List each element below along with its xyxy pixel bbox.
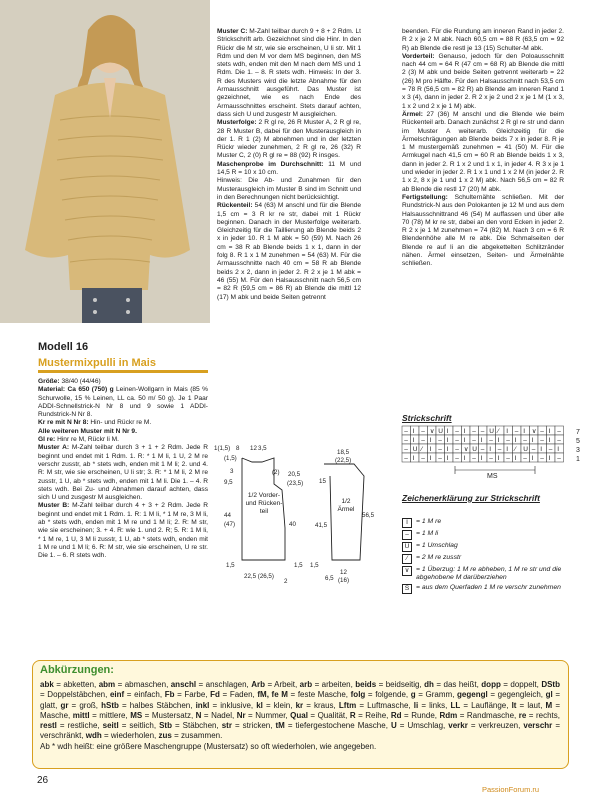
chart-symbol: I bbox=[548, 455, 551, 462]
chart-symbol: – bbox=[548, 446, 553, 453]
abbr-term: DStb bbox=[541, 680, 560, 689]
paragraph-heading: Material: Ca 650 (750) g bbox=[38, 386, 114, 394]
abbr-term: gr bbox=[60, 700, 69, 710]
model-photo bbox=[0, 0, 210, 323]
chart-symbol: I bbox=[531, 455, 534, 462]
chart-symbol: – bbox=[480, 428, 485, 435]
abbr-term: dh bbox=[424, 680, 434, 689]
abbr-term: Fd bbox=[210, 690, 220, 700]
m-top3: 3,5 bbox=[258, 445, 267, 452]
abbr-term: arb bbox=[299, 680, 313, 689]
paragraph-text: M-Zahl teilbar durch 4 + 3 + 2 Rdm. Jede R beginnt und endet mit 1 Rdm. 1. R: 1 M li, * 1 M re, 3 M li, ab * stets wdh, enden mit 1 M re und 1 M li; 2. R: M str, wie sie erscheinen; 3. + 4. R: wie 1. und 2. R; 5. R: 1 M li, * 1 M re, 1 U, 3 M li zusstr, 1 U, ab * stets wdh, enden mit 1 M re und 1 M li; 6. R: M str, wie sie erscheinen, U re str. Die 1. – 6. R stets wdh. bbox=[38, 502, 209, 560]
paragraph-text: 11 M und 14,5 R = 10 x 10 cm. bbox=[217, 160, 361, 177]
title-rule bbox=[38, 370, 208, 373]
zeichen-title: Zeichenerklärung zur Strickschrift bbox=[402, 493, 540, 503]
chart-symbol: I bbox=[429, 446, 432, 453]
abbr-meaning: = Doppelstäbchen, bbox=[40, 690, 110, 700]
chart-symbol: I bbox=[540, 446, 543, 453]
abbr-meaning: = gegengleich, bbox=[487, 690, 546, 700]
chart-symbol: – bbox=[404, 455, 408, 462]
chart-symbol: – bbox=[472, 455, 476, 462]
left-column-paragraph bbox=[38, 502, 208, 560]
model-number: Modell 16 bbox=[38, 341, 89, 353]
abbr-meaning: = anschlagen, bbox=[196, 680, 252, 689]
right-instructions bbox=[402, 28, 564, 269]
abbr-meaning: = Mustersatz, bbox=[142, 710, 196, 720]
chart-symbol: I bbox=[412, 428, 415, 435]
paragraph-heading: Vorderteil: bbox=[402, 52, 435, 60]
abbr-term: Fb bbox=[164, 690, 175, 700]
chart-symbol: – bbox=[489, 455, 493, 462]
paragraph-text: 38/40 (44/46) bbox=[59, 378, 101, 385]
abbr-meaning: = Faden, bbox=[219, 690, 258, 700]
paragraph-text: Leinen-Wollgarn in Mais (85 % Schurwolle, 15 % Leinen, LL ca. 50 m/ 50 g). Je 1 Paar ADDI-Schnellstrick-N Nr 8 und 9 sowie 1 ADDI-Rundstrick-N Nr 8. bbox=[38, 386, 208, 419]
paragraph-heading: Muster A: bbox=[38, 444, 70, 452]
abbr-term: Lftm bbox=[338, 700, 357, 710]
abbr-meaning: = arbeiten, bbox=[312, 680, 356, 689]
abbreviations-text bbox=[40, 680, 560, 752]
chart-symbol: – bbox=[404, 437, 408, 444]
abbr-term: Rd bbox=[390, 710, 402, 720]
chart-symbol: – bbox=[472, 428, 476, 435]
abbr-term: lt bbox=[511, 700, 517, 710]
schnitt-diagram bbox=[212, 440, 392, 600]
right-column-paragraph bbox=[402, 53, 564, 111]
paragraph-text: Hinweis: Die Ab- und Zunahmen für den Musterausgleich im Muster B sind im Schnitt und in den Berechnungen nicht berücksichtigt. bbox=[217, 177, 361, 201]
chart-symbol: ∨ bbox=[429, 428, 435, 435]
paragraph-text: beenden. Für die Rundung am inneren Rand in jeder 2. R 2 x je 2 M abk. Nach 60,5 cm = 88 R (63,5 cm = 92 R) ab Blende die restl je 13 (15) Schulter-M abk. bbox=[402, 28, 564, 52]
paragraph-text: 54 (63) M anschl und für die Blende 1,5 cm = 3 R kr re str, dabei mit 1 Rückr beginnen. Danach in der Musterfolge weiterarb. Gleichzeitig für die Taillierung ab Blende beids 2 x in jeder 10. R 1 M abk = 50 (59) M. Nach 26 cm = 38 R ab Blende beids 1 x 1, dann in der folg 8. R 1 x 1 M zunehmen = 54 (63) M. Für die Armausschnitte nach 40 cm = 58 R ab Blende beids 2 x 2, dann in jeder 2. R 2 x je 1 M abk = 46 (55) M. Für den Halsausschnitt nach 56,5 cm = 82 R (59,5 cm = 86 R) ab Blende die mittl 12 (17) M abk und beide Seiten getrennt bbox=[217, 202, 361, 301]
abbr-meaning: = glatt, bbox=[40, 690, 561, 710]
abbr-term: zus bbox=[158, 731, 172, 741]
legend-item bbox=[402, 542, 577, 552]
chart-symbol: I bbox=[514, 437, 517, 444]
abbr-term: fM, fe M bbox=[257, 690, 288, 700]
chart-symbol: – bbox=[404, 428, 408, 435]
right-column-paragraph bbox=[402, 28, 564, 53]
paragraph-text: Hinr re M, Rückr li M. bbox=[55, 436, 119, 444]
row-7: 7 bbox=[576, 429, 580, 436]
legend-text: = 1 M re bbox=[416, 518, 442, 525]
mid-column-paragraph bbox=[217, 177, 361, 202]
chart-symbol: I bbox=[480, 455, 483, 462]
chart-symbol: U bbox=[438, 428, 443, 435]
chart-symbol: – bbox=[455, 437, 459, 444]
abbr-term: verkr bbox=[448, 721, 468, 731]
strickschrift-chart bbox=[400, 424, 590, 484]
chart-symbol: – bbox=[480, 446, 485, 453]
abbr-meaning: = Nummer, bbox=[245, 710, 291, 720]
m-44: 44 bbox=[224, 512, 231, 519]
left-column-paragraph bbox=[38, 436, 208, 444]
chart-symbol: – bbox=[455, 455, 459, 462]
chart-symbol: U bbox=[489, 428, 494, 435]
m-205: 20,5 bbox=[288, 471, 301, 478]
abbr-term: verschr bbox=[523, 721, 553, 731]
abbr-meaning: = verschränkt, bbox=[40, 721, 560, 741]
chart-symbol: – bbox=[506, 437, 510, 444]
body-label: 1/2 Vorder- und Rücken- teil bbox=[245, 492, 283, 515]
legend-text: = 1 Überzug: 1 M re abheben, 1 M re str und die abgehobene M darüberziehen bbox=[416, 566, 562, 581]
abbr-meaning: = stricken, bbox=[231, 721, 276, 731]
chart-symbol: I bbox=[497, 455, 500, 462]
paragraph-heading: Musterfolge: bbox=[217, 119, 257, 127]
chart-symbol: I bbox=[497, 437, 500, 444]
legend-text: = 1 Umschlag bbox=[416, 542, 458, 549]
legend-text: = aus dem Querfaden 1 M re verschr zunehmen bbox=[416, 584, 561, 591]
abbreviations-footnote: Ab * wdh heißt: eine größere Maschengruppe (Mustersatz) so oft wiederholen, wie angegeben. bbox=[40, 741, 377, 751]
chart-symbol: – bbox=[557, 437, 561, 444]
chart-symbol: I bbox=[446, 428, 449, 435]
abbr-term: U bbox=[390, 721, 397, 731]
chart-symbol: – bbox=[438, 455, 442, 462]
chart-symbol: I bbox=[446, 437, 449, 444]
chart-symbol: I bbox=[514, 455, 517, 462]
chart-symbol: – bbox=[523, 455, 527, 462]
left-column-paragraph bbox=[38, 419, 208, 427]
chart-symbol: – bbox=[421, 455, 425, 462]
m-sleeve-bottom: 12 bbox=[340, 569, 347, 576]
chart-symbol: – bbox=[531, 446, 536, 453]
legend-symbol-icon: S bbox=[402, 584, 412, 594]
abbr-meaning: = Masche, bbox=[40, 700, 560, 720]
mid-column-paragraph bbox=[217, 119, 361, 160]
abbr-meaning: = Stäbchen, bbox=[171, 721, 222, 731]
abbr-term: folg bbox=[350, 690, 366, 700]
chart-symbol: – bbox=[438, 437, 442, 444]
m-3: 3 bbox=[230, 468, 234, 475]
strickschrift-title: Strickschrift bbox=[402, 413, 452, 423]
chart-symbol: I bbox=[506, 446, 509, 453]
legend-text: = 2 M re zusstr bbox=[416, 554, 462, 561]
chart-symbol: ∨ bbox=[531, 428, 537, 435]
abbr-meaning: = abmaschen, bbox=[115, 680, 171, 689]
chart-symbol: I bbox=[548, 437, 551, 444]
site-watermark: PassionForum.ru bbox=[482, 785, 540, 794]
abbr-meaning: = laut, bbox=[516, 700, 546, 710]
chart-symbol: – bbox=[421, 428, 425, 435]
abbr-term: anschl bbox=[170, 680, 197, 689]
chart-symbol: I bbox=[463, 428, 466, 435]
chart-symbol: I bbox=[446, 455, 449, 462]
abbr-meaning: = Qualität, bbox=[307, 710, 350, 720]
abbr-term: Nr bbox=[236, 710, 246, 720]
abbr-meaning: = doppelt, bbox=[500, 680, 542, 689]
legend-symbol-icon: ∕ bbox=[402, 554, 412, 564]
right-column-paragraph bbox=[402, 194, 564, 269]
m-sleeve-top2: (22,5) bbox=[335, 457, 352, 464]
abbr-meaning: = das heißt, bbox=[433, 680, 482, 689]
chart-symbol: I bbox=[506, 428, 509, 435]
left-column-paragraph bbox=[38, 444, 208, 502]
paragraph-text: Hin- und Rückr re M. bbox=[88, 419, 152, 427]
paragraph-heading: Muster B: bbox=[38, 502, 70, 510]
mid-column-paragraph bbox=[217, 202, 361, 302]
legend-symbol-icon: ∨ bbox=[402, 566, 412, 576]
chart-symbol: ∕ bbox=[421, 446, 423, 453]
chart-symbol: I bbox=[429, 437, 432, 444]
m-235: (23,5) bbox=[287, 480, 304, 487]
m-bottom: 22,5 (26,5) bbox=[244, 573, 274, 580]
chart-symbol: U bbox=[523, 446, 528, 453]
chart-symbol: – bbox=[489, 437, 493, 444]
legend-symbol-icon: – bbox=[402, 530, 412, 540]
abbr-term: LL bbox=[450, 700, 461, 710]
model-name: Mustermixpulli in Mais bbox=[38, 357, 156, 369]
left-instructions bbox=[38, 378, 208, 561]
chart-symbol: I bbox=[429, 455, 432, 462]
m-95: 9,5 bbox=[224, 479, 233, 486]
m-415: 41,5 bbox=[315, 522, 328, 529]
abbr-meaning: = folgende, bbox=[365, 690, 411, 700]
abbr-term: seitl bbox=[102, 721, 119, 731]
row-5: 5 bbox=[576, 438, 580, 445]
chart-symbol: – bbox=[404, 446, 408, 453]
abbr-meaning: = einfach, bbox=[124, 690, 165, 700]
abbr-term: tM bbox=[275, 721, 285, 731]
left-column-paragraph bbox=[38, 378, 208, 386]
abbr-meaning: = Randmasche, bbox=[457, 710, 519, 720]
paragraph-heading: Rückenteil: bbox=[217, 202, 253, 210]
abbr-term: hStb bbox=[101, 700, 119, 710]
row-1: 1 bbox=[576, 456, 580, 463]
abbr-meaning: = abketten, bbox=[53, 680, 99, 689]
chart-symbol: – bbox=[421, 437, 425, 444]
abbr-meaning: = groß, bbox=[68, 700, 102, 710]
chart-symbol: I bbox=[412, 455, 415, 462]
m-bottom2: 2 bbox=[284, 578, 288, 585]
chart-symbol: – bbox=[455, 446, 459, 453]
chart-symbol: ∕ bbox=[497, 428, 499, 435]
abbr-term: beids bbox=[355, 680, 377, 689]
abbr-term: M bbox=[545, 700, 553, 710]
mid-column-paragraph bbox=[217, 28, 361, 119]
chart-symbol: ∕ bbox=[514, 446, 516, 453]
abbr-term: MS bbox=[130, 710, 143, 720]
abbr-meaning: = seitlich, bbox=[118, 721, 160, 731]
chart-symbol: ∨ bbox=[463, 446, 469, 453]
abbr-meaning: = Umschlag, bbox=[396, 721, 449, 731]
chart-symbol: I bbox=[548, 428, 551, 435]
abbr-meaning: = mittlere, bbox=[89, 710, 131, 720]
chart-symbol: – bbox=[540, 437, 544, 444]
abbr-term: R bbox=[349, 710, 356, 720]
abbr-meaning: = Luftmasche, bbox=[356, 700, 414, 710]
abbr-meaning: = kraus, bbox=[303, 700, 339, 710]
chart-symbol: I bbox=[463, 437, 466, 444]
legend-text: = 1 M li bbox=[416, 530, 439, 537]
abbr-term: einf bbox=[109, 690, 125, 700]
zeichen-legend bbox=[402, 518, 577, 596]
abbr-term: restl bbox=[40, 721, 57, 731]
abbr-meaning: = klein, bbox=[262, 700, 296, 710]
abbr-term: mittl bbox=[72, 710, 90, 720]
abbr-term: li bbox=[413, 700, 419, 710]
abbr-term: str bbox=[221, 721, 232, 731]
abbr-term: Stb bbox=[159, 721, 172, 731]
chart-symbol: – bbox=[497, 446, 502, 453]
chart-symbol: I bbox=[531, 437, 534, 444]
chart-symbol: – bbox=[438, 446, 442, 453]
chart-symbol: – bbox=[455, 428, 459, 435]
m-sleeve-bottom2: (16) bbox=[338, 577, 350, 584]
sleeve-label: 1/2 Ärmel bbox=[337, 498, 355, 513]
abbr-meaning: = Runde, bbox=[401, 710, 440, 720]
paragraph-text: 2 R gl re, 26 R Muster A, 2 R gl re, 28 R Muster B, dabei für den Musterausgleich in der 1. R 1 (2) M abnehmen und in der letzten Rückr wieder zunehmen, 2 R gl re, 26 (32) R Muster C, 2 (0) R gl re = 88 (92) R insges. bbox=[217, 119, 361, 160]
abbr-meaning: = links, bbox=[418, 700, 451, 710]
abbr-term: g bbox=[410, 690, 416, 700]
left-column-paragraph bbox=[38, 386, 208, 419]
sweater-photo-illustration bbox=[0, 0, 210, 323]
chart-symbol: I bbox=[480, 437, 483, 444]
legend-item bbox=[402, 530, 577, 540]
paragraph-heading: Fertigstellung: bbox=[402, 193, 448, 201]
chart-symbol: I bbox=[557, 446, 560, 453]
abbr-meaning: = Gramm, bbox=[415, 690, 458, 700]
abbr-term: Rdm bbox=[439, 710, 458, 720]
paragraph-text: 27 (36) M anschl und die Blende wie beim Rückenteil arb. Danach zunächst 2 R gl re str und dann im Muster A weiterarb. Gleichzeitig für die Ärmelschrägungen ab Blende beids 7 x in jeder 8. R je 1 M mustergemäß zunehmen = 41 (50) M. Für die Armkugel nach 41,5 cm = 60 R ab Blende beids 1 x 3, dann in jeder 2. R 1 x 2 und 1 x 1, in jeder 4. R 3 x je 1 und wieder in jeder 2. R 1 x 1 und 1 x 2 M (in jeder 2. R 1 x 2, 8 x je 1 und 1 x 2 M) abk. Nach 56,5 cm = 82 R ab Blende die restl 17 (20) M abk. bbox=[402, 110, 565, 193]
paragraph-heading: Größe: bbox=[38, 378, 60, 385]
m-b15c: 1,5 bbox=[310, 562, 319, 569]
paragraph-heading: Ärmel: bbox=[402, 110, 423, 118]
chart-symbol: I bbox=[523, 428, 526, 435]
legend-item bbox=[402, 566, 577, 582]
abbr-meaning: = Nadel, bbox=[201, 710, 237, 720]
abbr-meaning: = beidseitig, bbox=[376, 680, 425, 689]
abbr-meaning: = verkreuzen, bbox=[467, 721, 524, 731]
m-top2: 12 bbox=[250, 445, 257, 452]
chart-symbol: I bbox=[463, 455, 466, 462]
mid-column-paragraph bbox=[217, 161, 361, 178]
row-3: 3 bbox=[576, 447, 580, 454]
m-top0: 1(1,5) bbox=[214, 445, 231, 452]
paragraph-heading: Maschenprobe im Durchschnitt: bbox=[217, 160, 324, 168]
abbr-term: re bbox=[518, 710, 527, 720]
paragraph-text: Schulternähte schließen. Mit der Rundstrick-N aus den Polokanten je 12 M und aus dem Halsausschnittrand 46 (54) M auffassen und über alle 70 (78) M kr re str, dabei an den vord Ecken in jeder 2. R 2 x je 1 M zunehmen = 74 (82) M. Nach 3 cm = 6 R Blendenhöhe alle M re abk. Die Schmalseiten der Blende re auf li an die abgekettelten Schlitzränder nähen. Ärmel einsetzen, Seiten- und Ärmelnähte schließen. bbox=[402, 193, 564, 268]
m-b15a: 1,5 bbox=[226, 562, 235, 569]
m-47: (47) bbox=[224, 521, 236, 528]
abbr-meaning: = Reihe, bbox=[355, 710, 391, 720]
abbr-term: gl bbox=[545, 690, 553, 700]
paragraph-heading: Kr re mit N Nr 8: bbox=[38, 419, 89, 427]
abbr-term: gegengl bbox=[457, 690, 488, 700]
abbr-meaning: = Arbeit, bbox=[265, 680, 300, 689]
abbr-term: dopp bbox=[481, 680, 501, 689]
chart-symbol: – bbox=[540, 428, 544, 435]
chart-symbol: – bbox=[514, 428, 519, 435]
m-b15b: 1,5 bbox=[294, 562, 303, 569]
chart-symbol: I bbox=[446, 446, 449, 453]
ms-label: MS bbox=[487, 473, 498, 480]
page-number: 26 bbox=[37, 775, 49, 786]
paragraph-text: Genauso, jedoch für den Poloausschnitt nach 44 cm = 64 R (47 cm = 68 R) ab Blende die mittl 2 (3) M abk und beide Seiten getrennt weiterarb = 22 (26) M pro Hälfte. Für den Halsausschnitt nach 53,5 cm = 78 R (56,5 cm = 82 R) ab Blende am inneren Rand 1 x 3 (4), dann in jeder 2. R 2 x je 2 und 2 x je 1 M (1 x 3, 1 x 2 und 2 x je 1 M) abk. bbox=[402, 52, 564, 110]
paragraph-text: M-Zahl teilbar durch 3 + 1 + 2 Rdm. Jede R beginnt und endet mit 1 Rdm. 1. R: * 1 M li, 1 U, 2 M re verschr zusstr, ab * stets wdh, enden mit 1 M li; 2. und 4. R: M str, wie sie erscheinen, U li str; 3. R: * 1 M li, 2 M re zusstr, 1 U, ab * stets wdh, enden mit 1 M li. Die 1. – 4. R stets wdh. Bei Zu- und Abnahmen darauf achten, dass sich U und zusgestr M ausgleichen. bbox=[38, 444, 208, 502]
m-15: 15 bbox=[319, 478, 326, 485]
abbr-term: abm bbox=[98, 680, 116, 689]
paragraph-heading: Alle weiteren Muster mit N Nr 9. bbox=[38, 427, 137, 435]
abbr-term: inkl bbox=[195, 700, 210, 710]
abbr-term: kr bbox=[295, 700, 304, 710]
abbr-meaning: = restliche, bbox=[56, 721, 103, 731]
paragraph-text: M-Zahl teilbar durch 9 + 8 + 2 Rdm. Lt Strickschrift arb. Gezeichnet sind die Hinr. In den Rückr die M str, wie sie erscheinen, U li str. Mit 1 Rdm und den M vor dem MS beginnen, den MS stets wdh, enden mit den M nach dem MS und 1 Rdm. Die 1. – 8. R stets wdh. Hinweis: In der 3. R des Musters wird die letzte Abnahme für den Armausschnitt ausgeführt. Das Muster ist gezeichnet, wie es nach Ende des Armausschnittes erscheint. Stets darauf achten, dass sich U und zusgestr M ausgleichen. bbox=[217, 28, 361, 118]
abbr-term: kl bbox=[256, 700, 263, 710]
legend-symbol-icon: U bbox=[402, 542, 412, 552]
middle-instructions bbox=[217, 28, 361, 302]
legend-item bbox=[402, 554, 577, 564]
m-top1: 8 bbox=[236, 445, 240, 452]
chart-symbol: – bbox=[506, 455, 510, 462]
chart-symbol: U bbox=[412, 446, 418, 453]
m-565: 56,5 bbox=[362, 512, 375, 519]
paragraph-heading: Muster C: bbox=[217, 28, 248, 35]
abbr-meaning: = wiederholen, bbox=[101, 731, 159, 741]
chart-symbol: – bbox=[540, 455, 544, 462]
legend-item bbox=[402, 518, 577, 528]
legend-symbol-icon: I bbox=[402, 518, 412, 528]
abbr-meaning: = tiefergestochene Masche, bbox=[284, 721, 391, 731]
abbr-meaning: = feste Masche, bbox=[287, 690, 351, 700]
left-column-paragraph bbox=[38, 428, 208, 436]
abbr-term: abk bbox=[40, 680, 54, 689]
abbr-meaning: = Farbe, bbox=[174, 690, 211, 700]
chart-symbol: – bbox=[472, 437, 476, 444]
m-sleeve-left: 6,5 bbox=[325, 575, 334, 582]
abbr-meaning: = Lauflänge, bbox=[460, 700, 512, 710]
chart-symbol: U bbox=[472, 446, 477, 453]
abbr-meaning: = inklusive, bbox=[209, 700, 257, 710]
chart-symbol: – bbox=[523, 437, 527, 444]
m-neck: (1,5) bbox=[224, 455, 237, 462]
abbr-meaning: = halbes Stäbchen, bbox=[118, 700, 196, 710]
abbr-term: wdh bbox=[85, 731, 102, 741]
m-sleeve-top: 18,5 bbox=[337, 449, 350, 456]
abbreviations-title: Abkürzungen: bbox=[40, 664, 114, 676]
chart-symbol: – bbox=[557, 428, 561, 435]
m-40: 40 bbox=[289, 521, 296, 528]
abbr-term: Qual bbox=[290, 710, 308, 720]
abbr-meaning: = zusammen. bbox=[171, 731, 223, 741]
legend-item bbox=[402, 584, 577, 594]
m-neck2: (2) bbox=[272, 469, 280, 476]
right-column-paragraph bbox=[402, 111, 564, 194]
chart-symbol: – bbox=[557, 455, 561, 462]
chart-symbol: I bbox=[412, 437, 415, 444]
abbr-term: Arb bbox=[251, 680, 265, 689]
abbr-term: N bbox=[195, 710, 202, 720]
paragraph-heading: Gl re: bbox=[38, 436, 56, 444]
chart-symbol: I bbox=[489, 446, 492, 453]
abbr-meaning: = rechts, bbox=[526, 710, 560, 720]
